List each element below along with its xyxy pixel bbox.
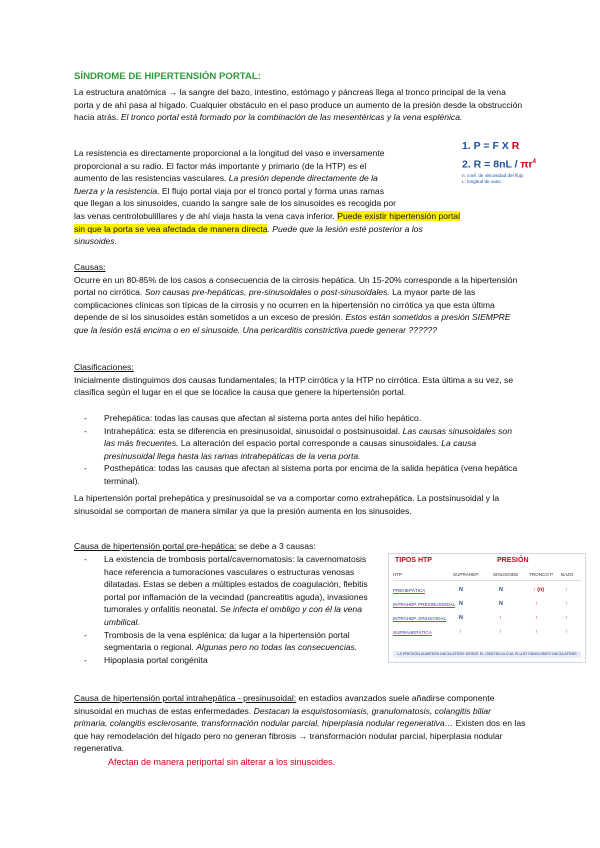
list-item (84, 654, 374, 667)
intrahepatica-italic: Destacan la esquistosomiasis, granulomatosis, colangitis biliar primaria, colangitis esclerosante, transformación nodular parcial, hiperplasia nodular regenerativa… (74, 705, 492, 729)
list-item (84, 553, 374, 629)
formula-pressure (462, 138, 540, 154)
resistance-italic: La presión depende directamente de la (228, 173, 378, 184)
clasificaciones-text: Inicialmente distinguimos dos causas fundamentales; la HTP cirrótica y la HTP no cirrótica. Esta última a su vez, se clasifica según el lugar en el que se localice la causa que genere la hipertensión portal. (74, 374, 514, 398)
list-text: Trombosis de la vena esplénica: da lugar a la hipertensión portal segmentaria o regional. (104, 629, 350, 653)
page-title: SÍNDROME DE HIPERTENSIÓN PORTAL: (74, 71, 261, 82)
table-cell: ↑ (535, 615, 538, 621)
formula-text: 2. R = 8nL / (462, 158, 521, 171)
causas-text: Ocurre en un 80-85% de los casos a consecuencia de la cirrosis hepática. Un 15-20% corresponde a la hipertensión portal no cirrótica. (74, 274, 518, 298)
intrahepatica-text: Existen dos en las que hay remodelación del hígado pero no generan fibrosis → transformación nodular parcial, hiperplasia nodular regenerativa. (74, 718, 526, 754)
list-text: Posthepática: todas las causas que afectan al sistema porta por encima de la salida hepática (vena hepática terminal). (104, 463, 518, 486)
resistance-line: . El flujo portal viaja por el tronco portal y forma unas ramas (157, 185, 384, 196)
resistance-italic: fuerza y la resistencia (74, 185, 158, 196)
list-text: Prehepática: todas las causas que afectan al sistema porta antes del hilio hepático. (104, 413, 422, 423)
causas-italic: Son causas pre-hepáticas, pre-sinusoidales o post-sinusoidales. (144, 287, 390, 298)
formula-text: 1. P = F X (462, 140, 512, 152)
table-cell: ↑ (499, 615, 502, 621)
table-cell: ↑ (565, 629, 568, 635)
formula-note: L: longitud de vaso. (462, 178, 502, 184)
list-text: La existencia de trombosis portal/cavernomatosis: la cavernomatosis hace referencia a tumoraciones vasculares o estructuras venosas dilatadas. Estas se deben a múltiples estados de coagulación, flebitis portal por inflamación de la vecindad (pancreatitis aguda), invasiones tumorales y onfalitis neonatal. (104, 554, 368, 615)
list-dash: - (84, 654, 87, 665)
resistance-paragraph-cont (74, 210, 534, 248)
resistance-italic: sinusoides. (74, 236, 117, 247)
table-cell: ↑ (565, 587, 568, 593)
intro-text: La estructura anatómica → la sangre del bazo, intestino, estómago y páncreas llega al tronco principal de la vena porta y de ahí pasa al hígado. Cualquier obstáculo en el paso produce un aumento de la presión desde la obstrucción hacia atrás. (74, 87, 523, 123)
highlighted-text: sin que la porta se vea afectada de manera directa (74, 223, 268, 234)
table-column-header: BAZO (561, 572, 574, 577)
causas-heading: Causas: (74, 262, 106, 272)
causas-italic: Estos están sometidos a presión SIEMPRE que la lesión está encima o en el sinusoide. Una pericarditis constrictiva puede generar ?????? (74, 312, 511, 335)
formula-resistance (462, 154, 540, 173)
list-italic: Las causas sinusoidales son las más frecuentes. (104, 425, 512, 449)
table-row-label: INTRAHEP. SINUSOIDAL (393, 616, 447, 621)
resistance-italic: . Puede que la lesión esté posterior a los (267, 223, 423, 234)
table-cell: ↑ (499, 629, 502, 635)
resistance-line: que llegan a los sinusoides, cuando la sangre sale de los sinusoides es recogida por (74, 198, 396, 209)
list-text: La alteración del espacio portal corresponde a causas sinusoidales. (178, 438, 442, 449)
list-item (84, 412, 524, 425)
list-dash: - (84, 629, 87, 640)
list-dash: - (84, 463, 87, 474)
table-cell: ↑ (565, 615, 568, 621)
clasificaciones-after: La hipertensión portal prehepática y presinusoidal se va a comportar como extrahepática. La postsinusoidal y la sinusoidal se comportan de manera similar ya que la presión aumenta en los sinusoides. (74, 493, 500, 516)
list-text: Intrahepática: esta se diferencia en presinusoidal, sinusoidal o postsinusoidal. (104, 425, 403, 436)
formula-note: n: coef. de viscosidad del flujo (462, 172, 524, 178)
clasificaciones-section (74, 361, 526, 399)
table-header-left: TIPOS HTP (395, 557, 432, 564)
list-item (84, 629, 374, 654)
table-cell: ↑ (535, 601, 538, 607)
clasificaciones-heading: Clasificaciones: (74, 362, 134, 372)
list-italic: La causa presinusoidal llega hasta las ramas intrahepáticas de la vena porta. (104, 438, 477, 461)
table-cell: ↑ (459, 629, 462, 635)
list-italic: Se infecta el ombligo y con él la vena umbilical. (104, 604, 362, 627)
list-italic: Algunas pero no todas las consecuencias. (196, 642, 358, 653)
resistance-paragraph (74, 147, 454, 210)
intrahepatica-red-note: Afectan de manera periportal sin alterar a los sinusoides. (108, 757, 336, 767)
table-row-label: PREHEPÁTICA (393, 588, 426, 593)
intrahepatica-heading: Causa de hipertensión portal intrahepática - presinusoidal: (74, 693, 297, 703)
table-cell: N (499, 601, 503, 607)
prehepatica-list (84, 553, 374, 666)
prehepatica-heading-line (74, 540, 526, 553)
table-cell: N (499, 587, 503, 593)
formula-exponent: 4 (532, 159, 536, 165)
list-item (84, 425, 524, 463)
intro-paragraph (74, 86, 526, 124)
table-header-right: PRESIÓN (497, 557, 529, 564)
list-dash: - (84, 413, 87, 423)
table-row-label: SUPRAHEPÁTICA (393, 630, 432, 635)
table-column-header: SUPRAHEP. (453, 572, 479, 577)
table-divider (393, 580, 581, 581)
prehepatica-heading: Causa de hipertensión portal pre-hepática: (74, 541, 237, 551)
table-cell: N (459, 601, 463, 607)
resistance-line: aumento de las resistencias vasculares. (74, 173, 229, 184)
list-dash: - (84, 554, 87, 564)
table-footer: LA PRESIÓN AUMENTA HACIA ATRÁS DESDE EL OBSTÁCULO AL FLUJO SANGUÍNEO HACIA ATRÁS (393, 651, 581, 658)
intrahepatica-text: en estadios avanzados suele añadirse componente sinusoidal en muchas de estas enfermedades. (74, 693, 495, 716)
formula-r: πr (520, 158, 533, 171)
list-dash: - (84, 425, 87, 436)
prehepatica-heading-rest: se debe a 3 causas: (236, 541, 316, 551)
table-cell: N (459, 587, 463, 593)
formula-r: R (511, 140, 520, 152)
formula-box (462, 138, 540, 185)
highlighted-text: Puede existir hipertensión portal (337, 211, 460, 221)
list-text: Hipoplasia portal congénita (104, 654, 208, 665)
table-row-label: INTRAHEP. PRESINUSOIDAL (393, 602, 456, 607)
table-column-header: SINUSOIDE (493, 572, 519, 577)
table-column-header: TRONCO P. (529, 572, 554, 577)
table-cell: ↑ (n) (533, 587, 545, 593)
table-cell: ↑ (535, 629, 538, 635)
intrahepatica-section (74, 692, 526, 755)
list-item (84, 462, 524, 487)
causas-text: La myaor parte de las complicaciones clínicas son típicas de la cirrosis y no ocurren en la hipertensión no cirrótica ya que esta última depende de si los sinusoides están sometidos a un exceso de presión. (74, 287, 495, 323)
resistance-line: La resistencia es directamente proporcional a la longitud del vaso e inversamente (74, 148, 385, 158)
pressure-table (388, 553, 586, 663)
table-cell: N (459, 615, 463, 621)
table-cell: ↑ (565, 601, 568, 607)
clasificaciones-list (84, 412, 524, 488)
table-column-header: HTP (393, 572, 403, 577)
resistance-line: las venas centrolobulillares y de ahí viaja hasta la vena cava inferior. (74, 211, 338, 221)
intro-italic: El tronco portal está formado por la combinación de las mesentéricas y la vena esplénica. (120, 112, 463, 123)
resistance-line: proporcional a su radio. El factor más importante y primario (de la HTP) es el (74, 160, 367, 171)
causas-section (74, 261, 526, 337)
